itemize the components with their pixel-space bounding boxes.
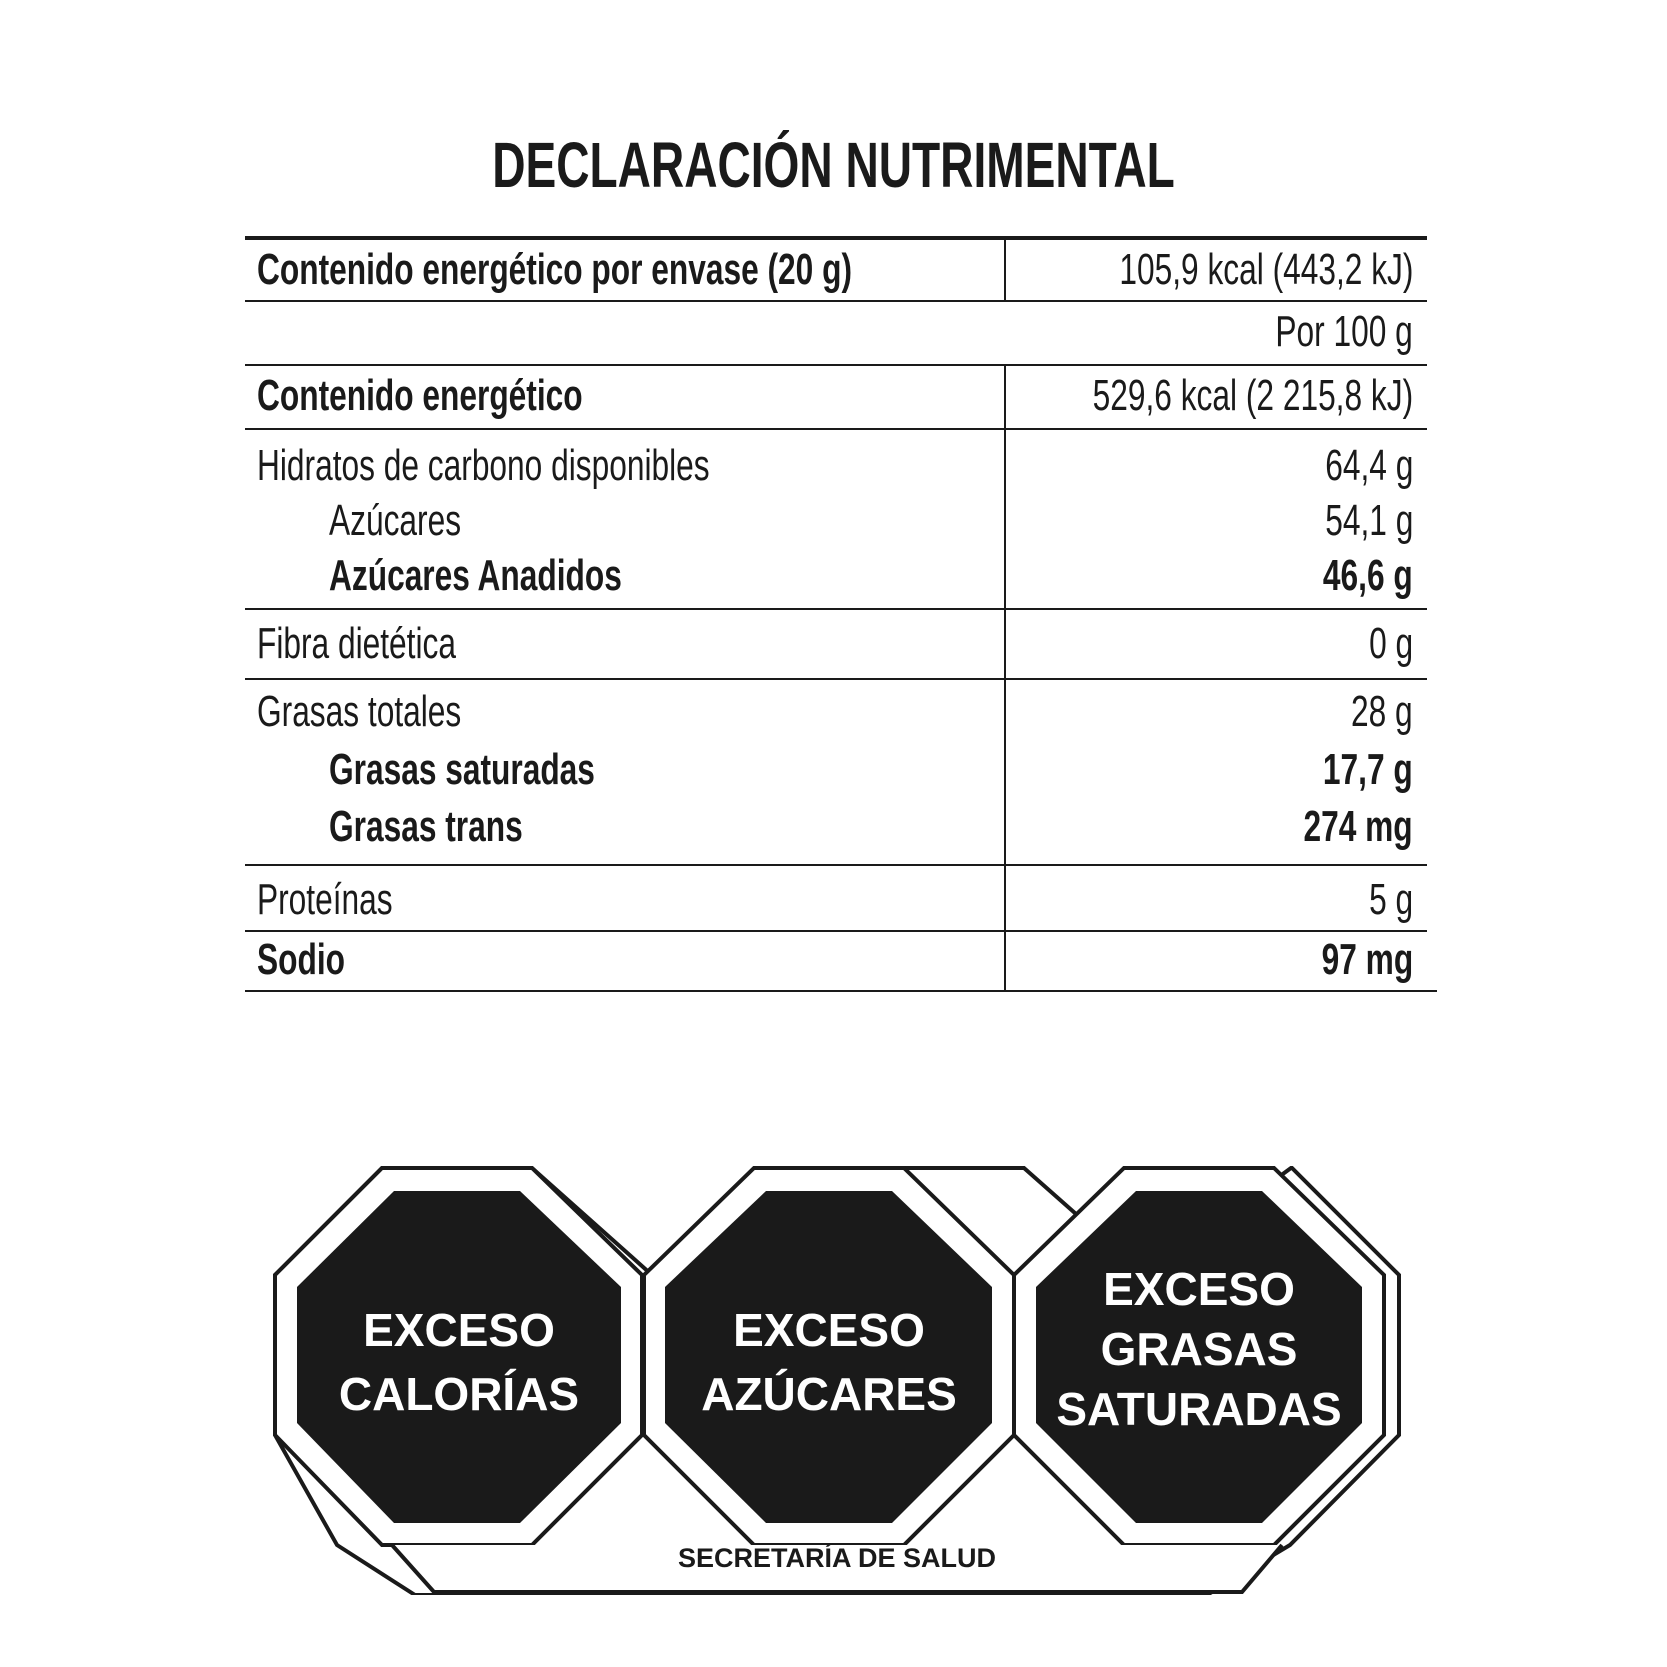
seal-azucares-line1: EXCESO <box>733 1304 925 1356</box>
seal-grasas-line1: EXCESO <box>1103 1263 1295 1315</box>
seal-calorias-line1: EXCESO <box>363 1304 555 1356</box>
table-row-grasas <box>245 680 1427 866</box>
seal-grasas-text <box>1029 1259 1369 1439</box>
energia-label: Contenido energético <box>257 371 583 420</box>
energia-value: 529,6 kcal (2 215,8 kJ) <box>1092 371 1413 420</box>
warning-seals <box>272 1165 1402 1595</box>
seal-grasas-line3: SATURADAS <box>1056 1383 1342 1435</box>
fibra-label: Fibra dietética <box>257 619 456 668</box>
envase-label: Contenido energético por envase (20 g) <box>257 245 852 294</box>
hidratos-label: Hidratos de carbono disponibles <box>257 441 710 490</box>
grasas-saturadas-label: Grasas saturadas <box>329 745 595 794</box>
table-row-hidratos <box>245 430 1427 610</box>
sodio-value: 97 mg <box>1321 935 1413 984</box>
table-row-proteinas <box>245 866 1427 932</box>
secretaria-de-salud-label: SECRETARÍA DE SALUD <box>677 1543 996 1573</box>
table-row-fibra <box>245 610 1427 680</box>
fibra-value: 0 g <box>1368 619 1413 668</box>
anadidos-value: 46,6 g <box>1323 551 1413 600</box>
proteinas-label: Proteínas <box>257 875 393 924</box>
seal-grasas-line2: GRASAS <box>1100 1323 1298 1375</box>
seal-azucares-text <box>659 1298 999 1426</box>
per-100-label: Por 100 g <box>1275 307 1413 356</box>
hidratos-value: 64,4 g <box>1324 441 1413 490</box>
table-row-envase <box>245 240 1427 302</box>
table-row-per-100 <box>245 302 1427 366</box>
azucares-value: 54,1 g <box>1324 496 1413 545</box>
anadidos-label: Azúcares Anadidos <box>329 551 622 600</box>
seal-calorias-text <box>289 1298 629 1426</box>
seal-calorias-line2: CALORÍAS <box>338 1368 580 1420</box>
table-row-energia <box>245 366 1427 430</box>
sodio-label: Sodio <box>257 935 345 984</box>
envase-value: 105,9 kcal (443,2 kJ) <box>1118 245 1413 294</box>
grasas-totales-label: Grasas totales <box>257 687 462 736</box>
table-row-sodio <box>245 932 1437 992</box>
proteinas-value: 5 g <box>1368 875 1413 924</box>
azucares-label: Azúcares <box>329 496 462 545</box>
grasas-trans-label: Grasas trans <box>329 802 523 851</box>
grasas-totales-value: 28 g <box>1351 687 1413 736</box>
grasas-saturadas-value: 17,7 g <box>1323 745 1413 794</box>
grasas-trans-value: 274 mg <box>1303 802 1413 851</box>
seal-azucares-line2: AZÚCARES <box>701 1368 957 1420</box>
page-title: DECLARACIÓN NUTRIMENTAL <box>492 129 1175 201</box>
